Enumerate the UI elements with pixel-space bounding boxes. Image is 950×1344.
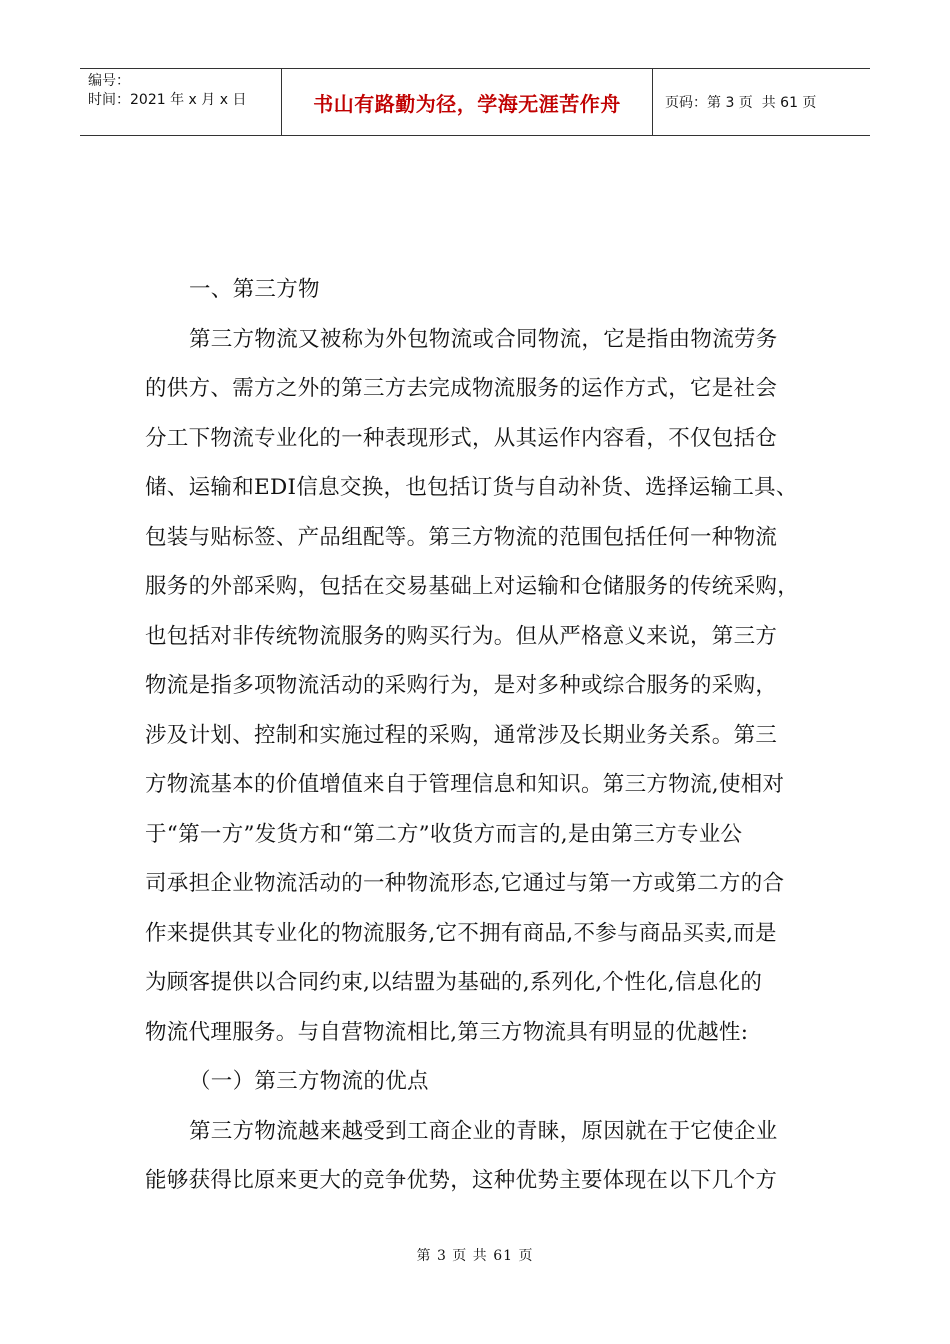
paragraph-line: 为顾客提供以合同约束,以结盟为基础的,系列化,个性化,信息化的	[145, 970, 763, 995]
paragraph-line: 分工下物流专业化的一种表现形式，从其运作内容看，不仅包括仓	[145, 425, 778, 451]
header-page-info-cell	[653, 69, 870, 135]
paragraph-line: 涉及计划、控制和实施过程的采购，通常涉及长期业务关系。第三	[145, 722, 778, 748]
page-header	[80, 68, 870, 136]
header-page-info: 页码：第 3 页 共 61 页	[665, 95, 817, 111]
page-footer: 第 3 页 共 61 页	[416, 1248, 534, 1264]
paragraph-line: 包装与贴标签、产品组配等。第三方物流的范围包括任何一种物流	[145, 524, 778, 550]
subsection-heading: （一）第三方物流的优点	[189, 1069, 429, 1094]
paragraph-line: 作来提供其专业化的物流服务,它不拥有商品,不参与商品买卖,而是	[145, 920, 777, 946]
paragraph-line: 第三方物流越来越受到工商企业的青睐，原因就在于它使企业	[189, 1118, 778, 1144]
paragraph-line: 储、运输和EDI信息交换，也包括订货与自动补货、选择运输工具、	[145, 475, 798, 500]
section-heading: 一、第三方物	[189, 277, 320, 302]
paragraph-line: 物流是指多项物流活动的采购行为，是对多种或综合服务的采购，	[145, 673, 778, 698]
header-motto: 书山有路勤为径，学海无涯苦作舟	[313, 91, 621, 116]
paragraph-line: 物流代理服务。与自营物流相比,第三方物流具有明显的优越性:	[145, 1019, 749, 1045]
document-body	[145, 265, 813, 1206]
document-date: 时间：2021 年 x 月 x 日	[88, 92, 247, 108]
paragraph-line: 司承担企业物流活动的一种物流形态,它通过与第一方或第二方的合	[145, 871, 785, 896]
paragraph-line: 能够获得比原来更大的竞争优势，这种优势主要体现在以下几个方	[145, 1168, 778, 1193]
header-meta	[80, 69, 282, 135]
paragraph-line: 第三方物流又被称为外包物流或合同物流，它是指由物流劳务	[189, 326, 778, 352]
paragraph-line: 的供方、需方之外的第三方去完成物流服务的运作方式，它是社会	[145, 376, 778, 401]
paragraph-line: 也包括对非传统物流服务的购买行为。但从严格意义来说，第三方	[145, 623, 778, 649]
document-number-label: 编号：	[88, 73, 130, 89]
paragraph-line: 于“第一方”发货方和“第二方”收货方而言的,是由第三方专业公	[145, 821, 743, 847]
paragraph-line: 方物流基本的价值增值来自于管理信息和知识。第三方物流,使相对	[145, 772, 785, 797]
paragraph-line: 服务的外部采购，包括在交易基础上对运输和仓储服务的传统采购，	[145, 574, 800, 599]
header-motto-cell	[282, 69, 653, 135]
